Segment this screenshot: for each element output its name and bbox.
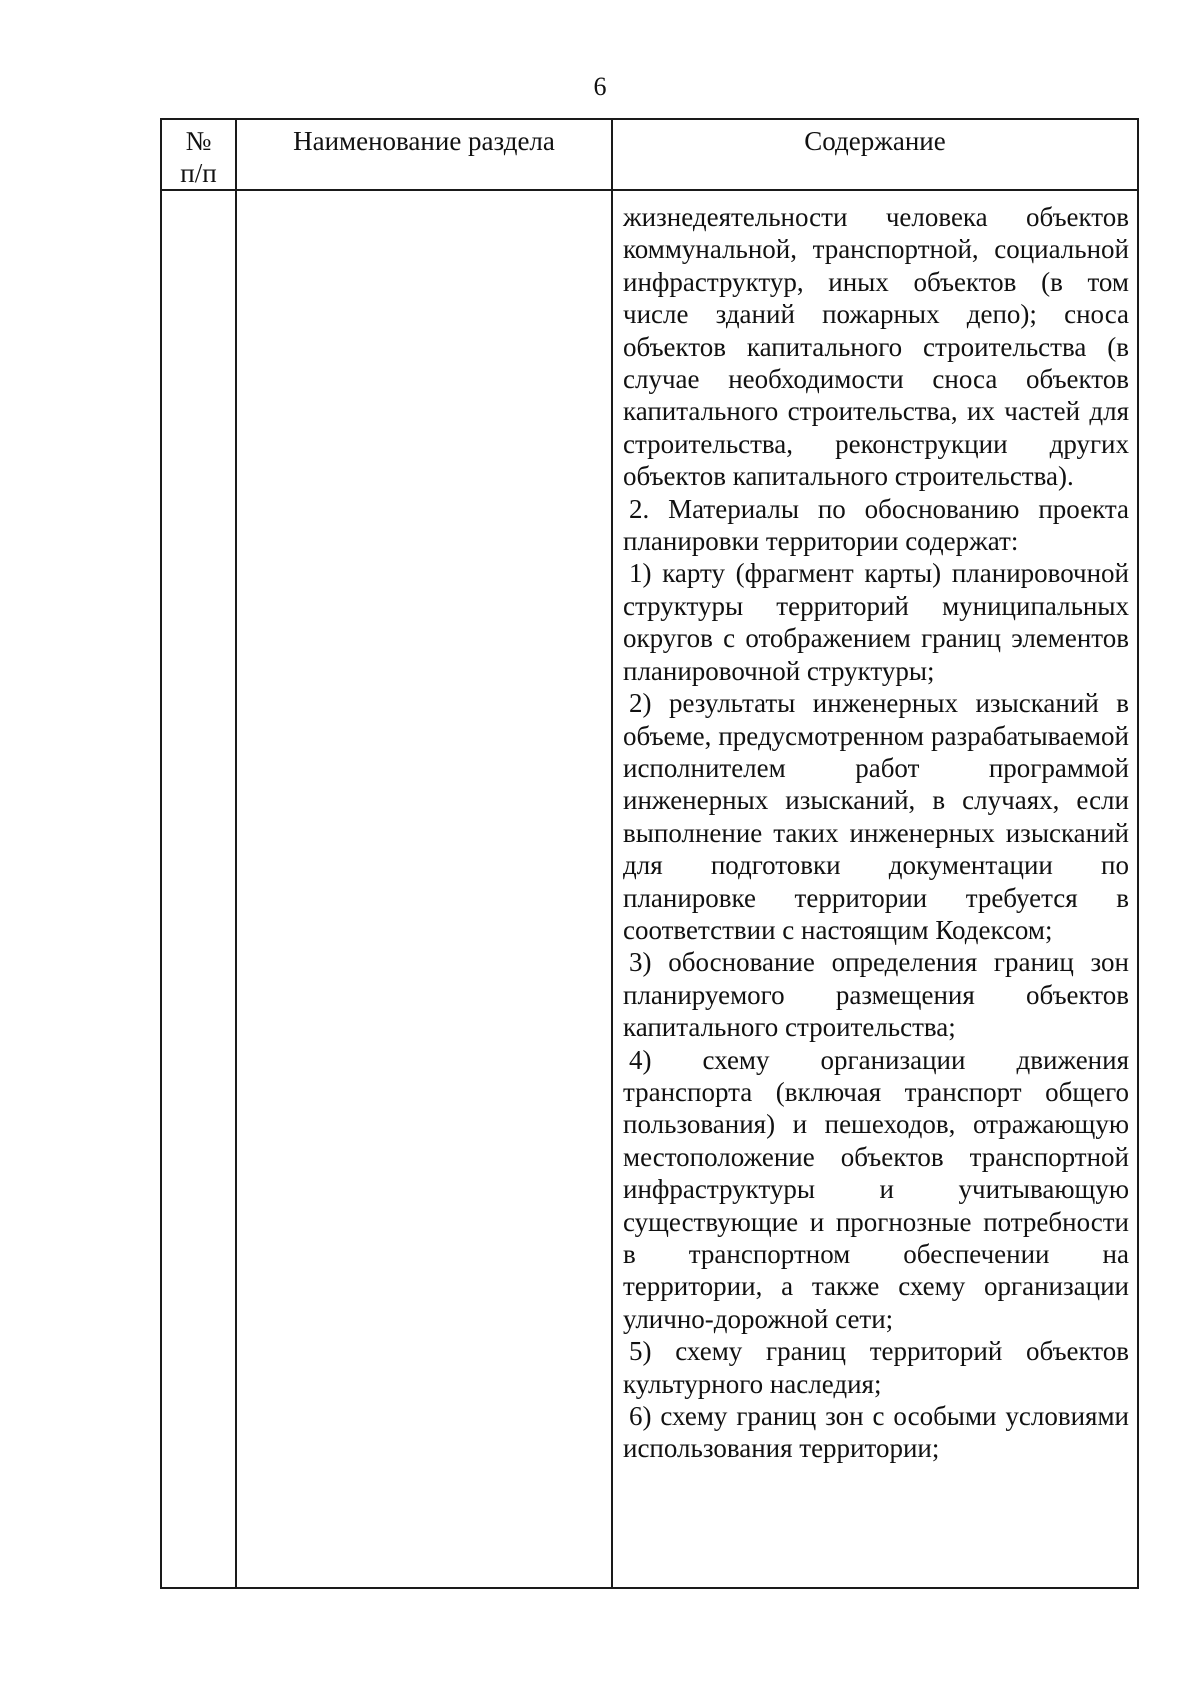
table-header-row <box>161 119 1138 190</box>
document-table <box>160 118 1139 1589</box>
row-number-cell <box>161 190 236 1588</box>
content-paragraph: 3) обоснование определения границ зон планируемого размещения объектов капитального строительства; <box>623 947 1129 1043</box>
row-section-name-cell <box>236 190 612 1588</box>
content-paragraph: 5) схему границ территорий объектов культурного наследия; <box>623 1336 1129 1399</box>
content-paragraph: 2. Материалы по обоснованию проекта планировки территории содержат: <box>623 493 1129 557</box>
header-section-name: Наименование раздела <box>236 119 612 190</box>
content-paragraph: 2) результаты инженерных изысканий в объеме, предусмотренном разрабатываемой исполнителем работ программой инженерных изысканий, в случаях, если выполнение таких инженерных изысканий для подготовки документации по планировке территории требуется в соответствии с настоящим Кодексом; <box>623 688 1129 945</box>
content-paragraph: 4) схему организации движения транспорта (включая транспорт общего пользования) и пешеходов, отражающую местоположение объектов транспортной инфраструктуры и учитывающую существующие и прогнозные потребности в транспортном обеспечении на территории, а также схему организации улично-дорожной сети; <box>623 1044 1129 1334</box>
content-paragraph: 1) карту (фрагмент карты) планировочной структуры территорий муниципальных округов с отображением границ элементов планировочной структуры; <box>623 558 1129 686</box>
header-number <box>161 119 236 190</box>
row-content-cell <box>612 190 1138 1588</box>
header-number-line2: п/п <box>180 158 217 188</box>
header-content: Содержание <box>612 119 1138 190</box>
content-paragraph: жизнедеятельности человека объектов коммунальной, транспортной, социальной инфраструктур, иных объектов (в том числе зданий пожарных депо); сноса объектов капитального строительства (в случае необходимости сноса объектов капитального строительства, их частей для строительства, реконструкции других объектов капитального строительства). <box>623 202 1129 492</box>
table-row <box>161 190 1138 1588</box>
page-number: 6 <box>593 72 607 101</box>
header-number-line1: № <box>185 126 212 156</box>
content-paragraph: 6) схему границ зон с особыми условиями использования территории; <box>623 1401 1129 1464</box>
